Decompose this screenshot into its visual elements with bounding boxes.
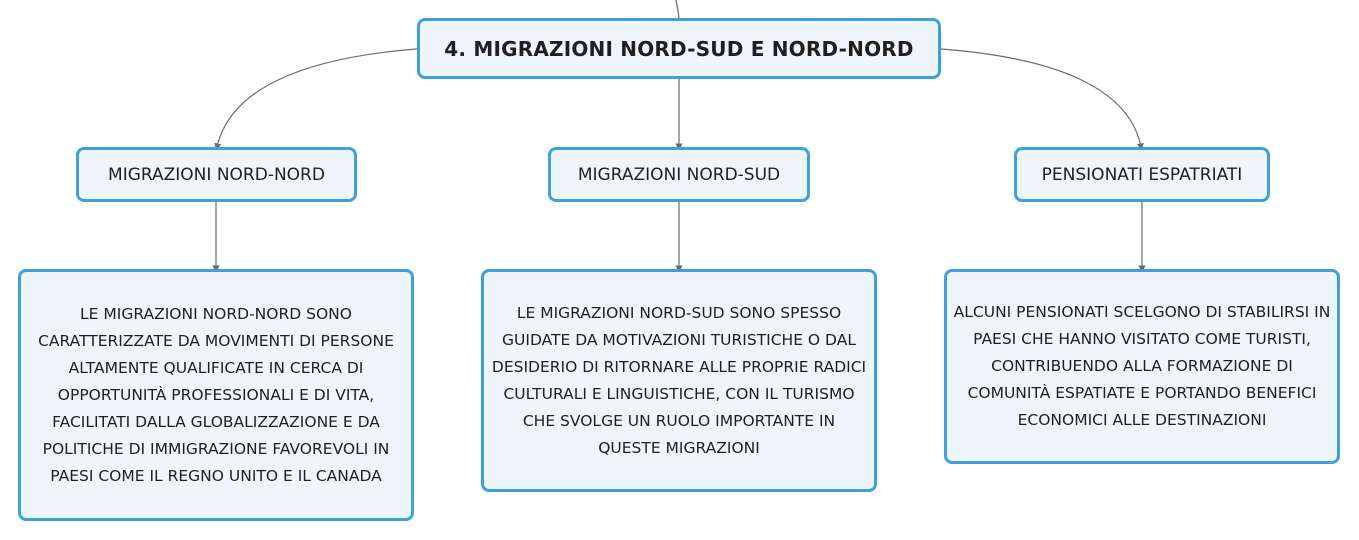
root-topic[interactable] <box>417 18 941 79</box>
topic-migrazioni-nord-sud[interactable] <box>548 147 810 202</box>
description-text: LE MIGRAZIONI NORD-NORD SONO CARATTERIZZATE DA MOVIMENTI DI PERSONE ALTAMENTE QUALIFICATE IN CERCA DI OPPORTUNITÀ PROFESSIONALI E DI VITA, FACILITATI DALLA GLOBALIZZAZIONE E DA POLITICHE DI IMMIGRAZIONE FAVOREVOLI IN PAESI COME IL REGNO UNITO E IL CANADA <box>38 304 394 485</box>
connector-incoming <box>676 0 679 18</box>
subtopic-nord-sud-description[interactable] <box>481 269 877 492</box>
description-text: LE MIGRAZIONI NORD-SUD SONO SPESSO GUIDATE DA MOTIVAZIONI TURISTICHE O DAL DESIDERIO DI RITORNARE ALLE PROPRIE RADICI CULTURALI E LINGUISTICHE, CON IL TURISMO CHE SVOLGE UN RUOLO IMPORTANTE IN QUESTE MIGRAZIONI <box>491 303 867 457</box>
topic-label: MIGRAZIONI NORD-SUD <box>577 164 781 185</box>
topic-label: PENSIONATI ESPATRIATI <box>1041 164 1243 185</box>
topic-migrazioni-nord-nord[interactable] <box>76 147 357 202</box>
connector-root-to-pensionati <box>941 49 1141 147</box>
subtopic-pensionati-description[interactable] <box>944 269 1340 464</box>
topic-label: MIGRAZIONI NORD-NORD <box>108 164 325 185</box>
topic-pensionati-espatriati[interactable] <box>1014 147 1270 202</box>
connector-root-to-nord-nord <box>217 49 417 147</box>
subtopic-nord-nord-description[interactable] <box>18 269 414 521</box>
root-topic-label: 4. MIGRAZIONI NORD-SUD E NORD-NORD <box>444 36 914 61</box>
description-text: ALCUNI PENSIONATI SCELGONO DI STABILIRSI IN PAESI CHE HANNO VISITATO COME TURISTI, CONTRIBUENDO ALLA FORMAZIONE DI COMUNITÀ ESPATIATE E PORTANDO BENEFICI ECONOMICI ALLE DESTINAZIONI <box>953 303 1331 429</box>
